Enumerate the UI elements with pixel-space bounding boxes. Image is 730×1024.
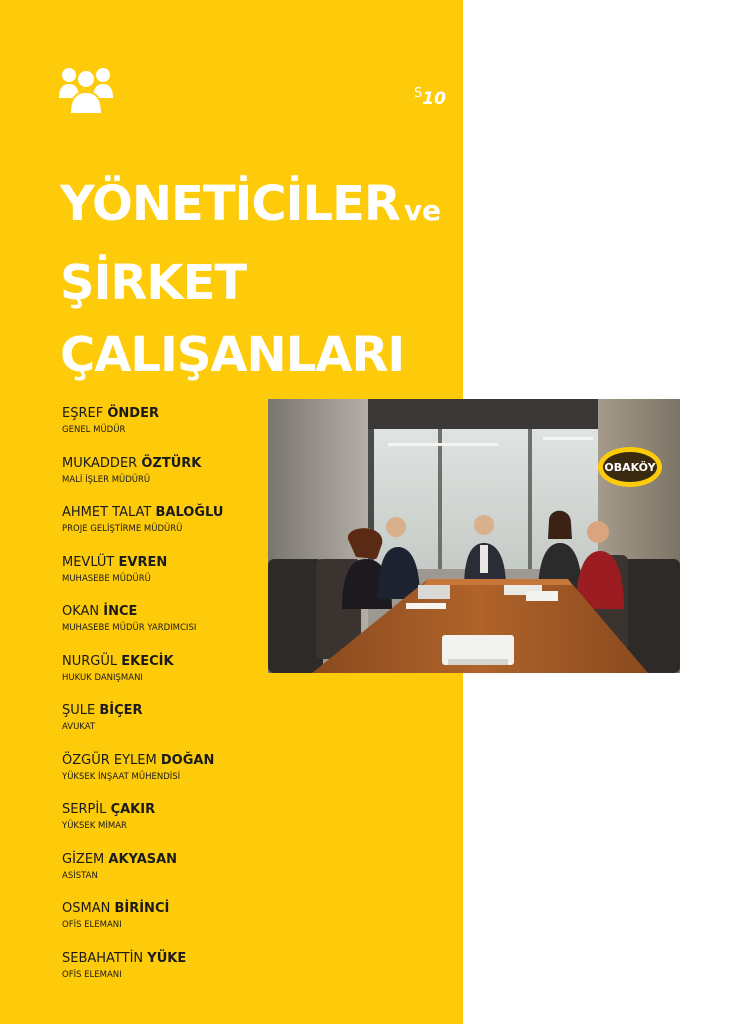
staff-member [62,851,262,901]
staff-name [62,950,262,968]
title-line-3: ÇALIŞANLARI [60,327,405,383]
staff-role: OFİS ELEMANI [62,920,122,930]
staff-last-name: EVREN [118,554,168,570]
staff-member [62,752,262,802]
staff-list [62,405,262,999]
staff-role: GENEL MÜDÜR [62,425,126,435]
staff-last-name: İNCE [103,604,138,619]
staff-name [62,554,262,572]
staff-role: PROJE GELİŞTİRME MÜDÜRÜ [62,524,183,534]
staff-first-name: EŞREF [62,406,104,421]
staff-last-name: BİRİNCİ [114,901,170,916]
staff-member [62,900,262,950]
staff-last-name: AKYASAN [108,851,178,867]
staff-last-name: DOĞAN [160,752,215,768]
staff-role: HUKUK DANIŞMANI [62,672,143,683]
people-group-icon [58,64,114,116]
staff-first-name: ÖZGÜR EYLEM [62,752,157,768]
staff-member [62,504,262,554]
staff-role: YÜKSEK MİMAR [62,821,127,831]
staff-name [62,801,262,819]
staff-last-name: ÖZTÜRK [141,455,202,471]
page-number [414,86,446,109]
staff-last-name: ÇAKIR [110,802,156,817]
staff-first-name: OSMAN [62,901,111,916]
page-number-value: 10 [422,89,446,109]
staff-member [62,702,262,752]
staff-role: MUHASEBE MÜDÜR YARDIMCISI [62,623,197,633]
staff-last-name: YÜKE [147,950,187,966]
staff-name [62,900,262,918]
staff-member [62,653,262,703]
title-line-1-main: YÖNETİCİLER [60,176,400,232]
staff-name [62,752,262,770]
staff-role: YÜKSEK İNŞAAT MÜHENDİSİ [62,771,181,782]
staff-first-name: MEVLÜT [62,554,115,570]
staff-name [62,504,262,522]
staff-last-name: BİÇER [99,703,143,718]
staff-name [62,455,262,473]
staff-member [62,405,262,455]
staff-role: AVUKAT [62,722,96,732]
staff-name [62,702,262,720]
staff-last-name: EKECİK [121,653,174,669]
staff-first-name: AHMET TALAT [62,505,152,520]
staff-first-name: NURGÜL [62,653,118,669]
staff-name [62,851,262,869]
page-number-prefix: S [414,86,423,101]
staff-last-name: BALOĞLU [155,505,224,520]
staff-member [62,801,262,851]
photo-logo-text: OBAKÖY [604,461,656,474]
staff-name [62,405,262,423]
page-title [60,168,441,391]
staff-last-name: ÖNDER [107,406,159,421]
title-line-1 [60,168,441,247]
staff-role: ASİSTAN [62,870,98,881]
staff-member [62,455,262,505]
staff-role: OFİS ELEMANI [62,969,122,980]
staff-name [62,603,262,621]
staff-member [62,603,262,653]
team-photo [268,399,680,673]
staff-role: MALİ İŞLER MÜDÜRÜ [62,474,151,485]
title-line-2: ŞİRKET [60,255,247,311]
staff-role: MUHASEBE MÜDÜRÜ [62,573,151,584]
staff-first-name: MUKADDER [62,455,138,471]
staff-first-name: OKAN [62,604,100,619]
staff-member [62,554,262,604]
staff-first-name: SERPİL [62,802,107,817]
staff-member [62,950,262,1000]
staff-first-name: SEBAHATTİN [62,950,144,966]
title-line-1-small: ve [403,194,442,227]
staff-first-name: GİZEM [62,851,105,867]
staff-name [62,653,262,671]
staff-first-name: ŞULE [62,703,96,718]
